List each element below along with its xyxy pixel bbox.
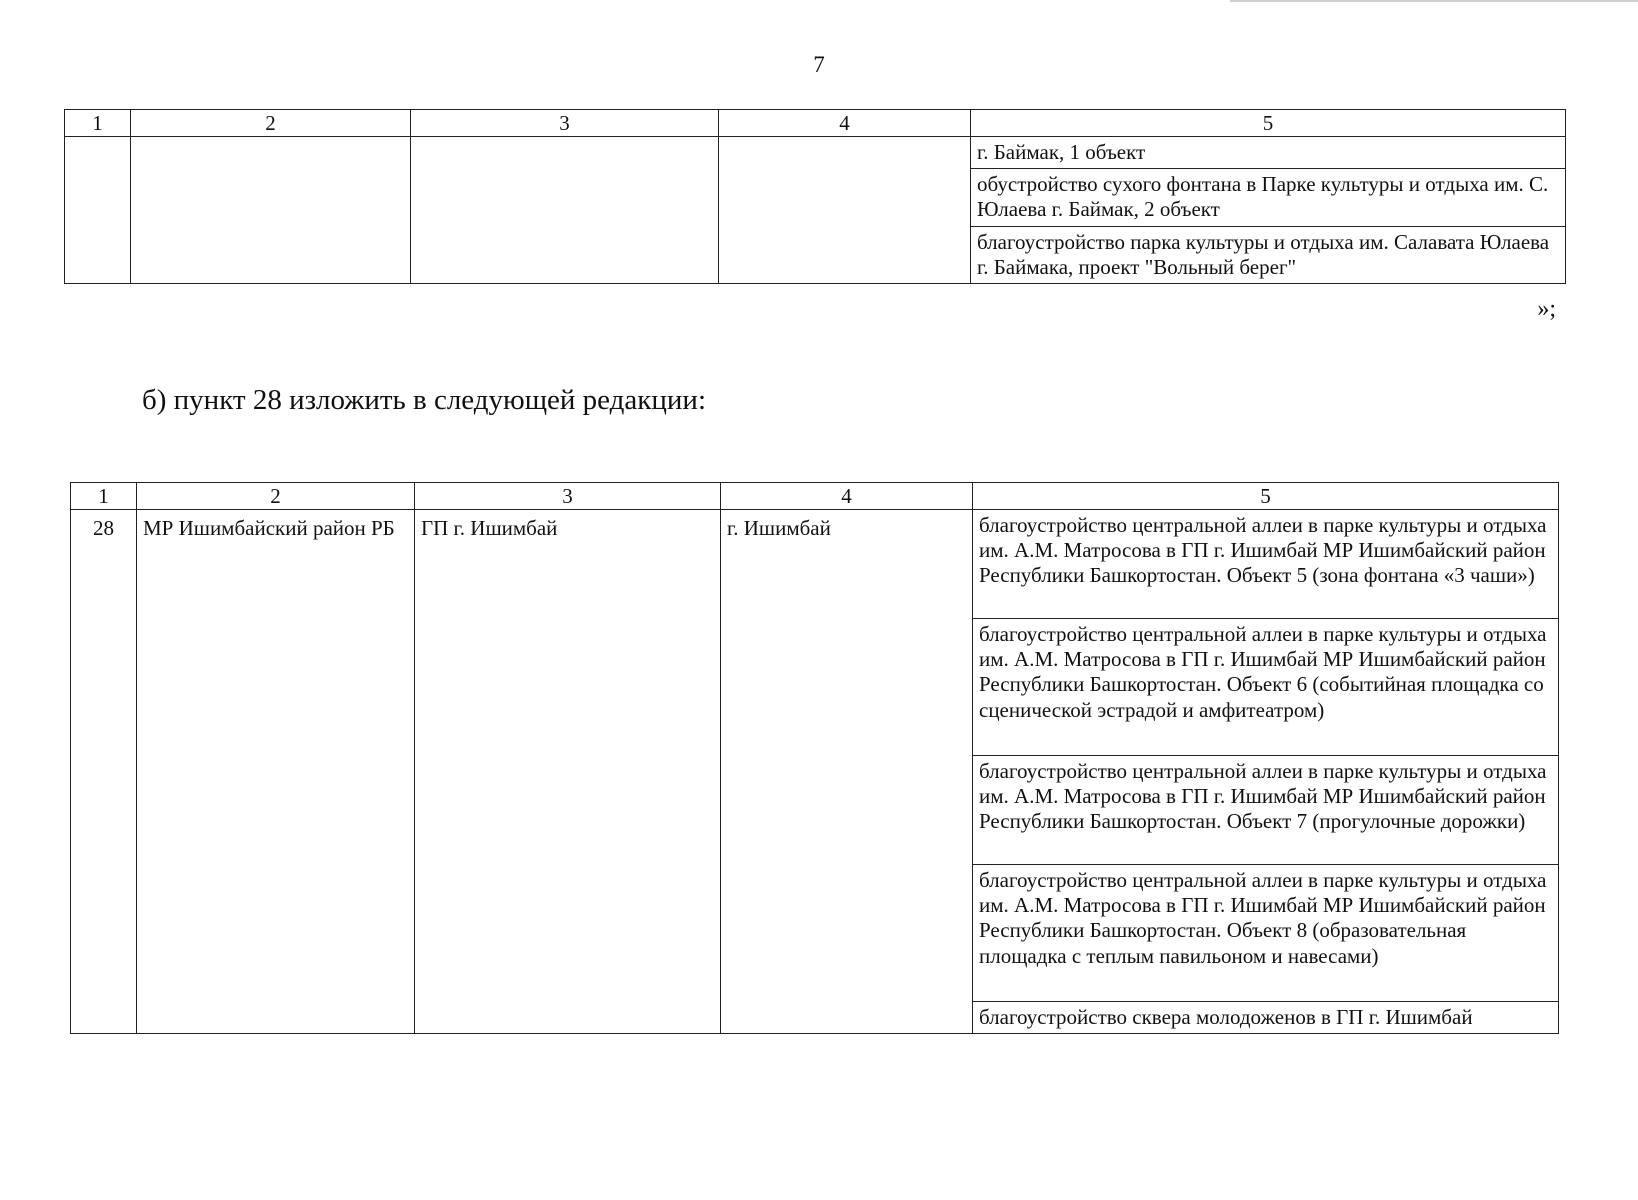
header-cell: 4 [721,483,973,510]
object-item: благоустройство центральной аллеи в парке культуры и отдыха им. А.М. Матросова в ГП г. Ишимбай МР Ишимбайский район Республики Башкортостан. Объект 7 (прогулочные дорожки) [973,756,1558,865]
object-item: благоустройство центральной аллеи в парке культуры и отдыха им. А.М. Матросова в ГП г. Ишимбай МР Ишимбайский район Республики Башкортостан. Объект 8 (образовательная площадка с теплым павильоном и навесами) [973,865,1558,1002]
object-item: благоустройство центральной аллеи в парке культуры и отдыха им. А.М. Матросова в ГП г. Ишимбай МР Ишимбайский район Республики Башкортостан. Объект 6 (событийная площадка со сценической эстрадой и амфитеатром) [973,619,1558,756]
table-row [65,137,1566,284]
table-header-row [71,483,1559,510]
header-cell: 1 [71,483,137,510]
closing-quote: »; [1537,296,1556,322]
table-continuation [64,109,1566,284]
table-point-28 [70,482,1559,1034]
header-cell: 3 [411,110,719,137]
objects-list [973,510,1558,1033]
cell-settlement: ГП г. Ишимбай [421,516,558,540]
header-cell: 4 [719,110,971,137]
object-item: благоустройство сквера молодоженов в ГП г. Ишимбай [979,1005,1473,1029]
scan-edge-mark [1230,0,1638,2]
cell-locality: г. Ишимбай [727,516,831,540]
cell-number: 28 [93,516,114,540]
cell-objects [973,510,1559,1034]
header-cell: 2 [137,483,415,510]
objects-list [971,137,1565,283]
object-item: благоустройство парка культуры и отдыха им. Салавата Юлаева г. Баймака, проект "Вольный берег" [977,229,1550,279]
cell-objects [971,137,1566,284]
cell-district [131,137,411,284]
cell-number [65,137,131,284]
header-cell: 5 [973,483,1559,510]
cell-settlement [411,137,719,284]
header-cell: 1 [65,110,131,137]
table-row [71,510,1559,1034]
header-cell: 3 [415,483,721,510]
cell-locality [719,137,971,284]
page-number: 7 [813,52,825,77]
object-item: благоустройство центральной аллеи в парке культуры и отдыха им. А.М. Матросова в ГП г. Ишимбай МР Ишимбайский район Республики Башкортостан. Объект 5 (зона фонтана «3 чаши») [973,510,1558,619]
cell-district: МР Ишимбайский район РБ [143,516,395,540]
header-cell: 5 [971,110,1566,137]
header-cell: 2 [131,110,411,137]
table-header-row [65,110,1566,137]
object-item: обустройство сухого фонтана в Парке культуры и отдыха им. С. Юлаева г. Баймак, 2 объект [971,169,1565,226]
amendment-instruction: б) пункт 28 изложить в следующей редакции: [142,384,706,416]
object-item: г. Баймак, 1 объект [971,137,1565,169]
